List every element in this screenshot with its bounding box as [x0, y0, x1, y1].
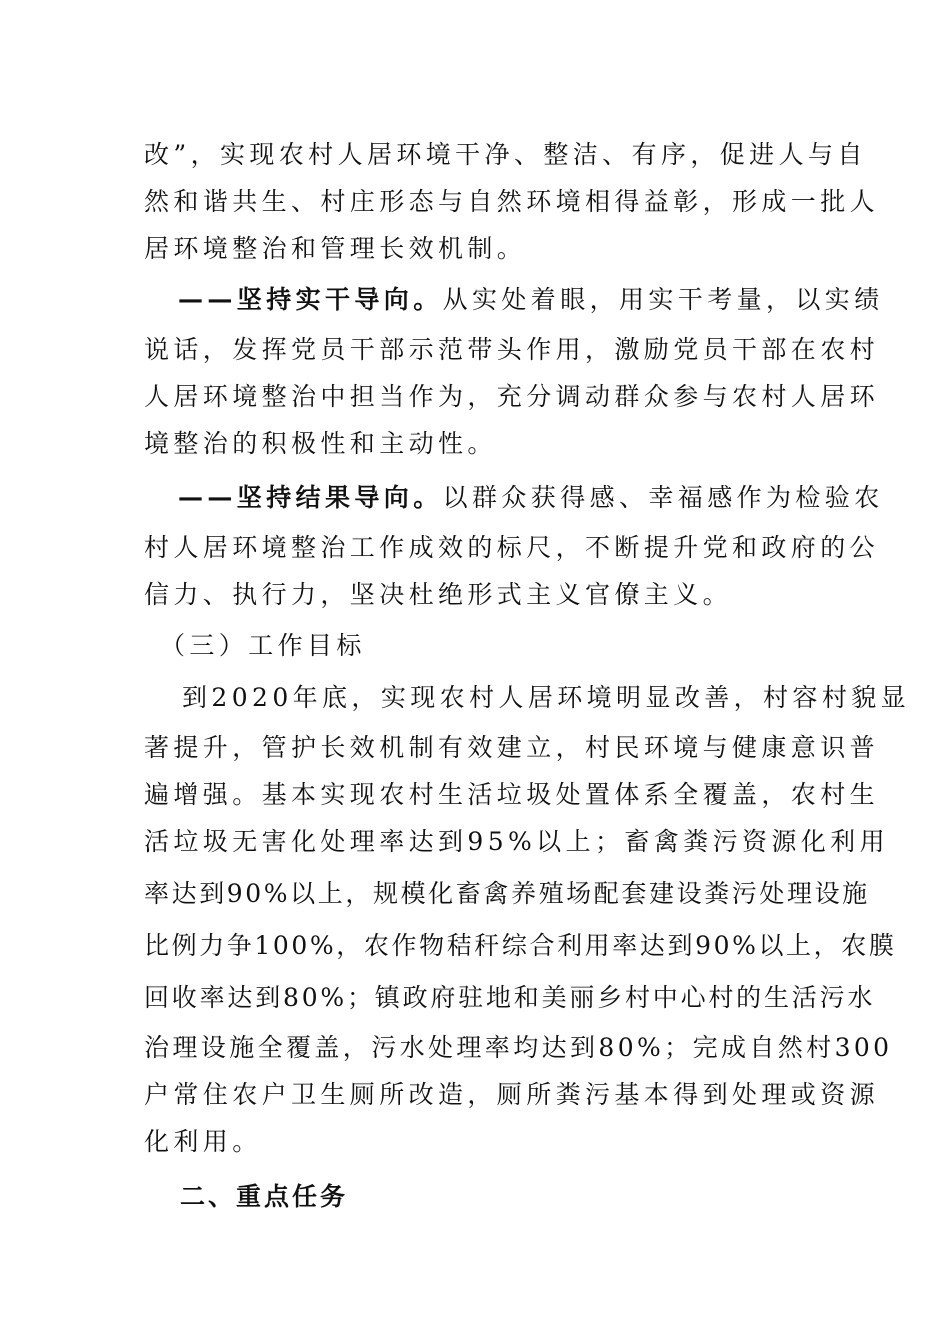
- principle-2-line: [178, 483, 884, 512]
- principle-1-heading: ——坚持实干导向。: [178, 285, 443, 314]
- subsection-heading: （三）工作目标: [160, 631, 366, 660]
- paragraph-line: 遍增强。基本实现农村生活垃圾处置体系全覆盖，农村生: [144, 780, 880, 809]
- paragraph-line: 境整治的积极性和主动性。: [144, 429, 497, 458]
- paragraph-line: 然和谐共生、村庄形态与自然环境相得益彰，形成一批人: [144, 187, 880, 216]
- paragraph-line: 村人居环境整治工作成效的标尺，不断提升党和政府的公: [144, 533, 880, 562]
- paragraph-line: 户常住农户卫生厕所改造，厕所粪污基本得到处理或资源: [144, 1080, 880, 1109]
- paragraph-line: 率达到90%以上，规模化畜禽养殖场配套建设粪污处理设施: [144, 879, 870, 908]
- paragraph-line: 化利用。: [144, 1127, 262, 1156]
- paragraph-line: 治理设施全覆盖，污水处理率均达到80%；完成自然村300: [144, 1033, 893, 1062]
- paragraph-line: 改”，实现农村人居环境干净、整洁、有序，促进人与自: [144, 140, 867, 169]
- paragraph-line: 到2020年底，实现农村人居环境明显改善，村容村貌显: [182, 683, 911, 712]
- principle-2-heading: ——坚持结果导向。: [178, 483, 443, 512]
- principle-2-text: 以群众获得感、幸福感作为检验农: [442, 483, 884, 512]
- paragraph-line: 说话，发挥党员干部示范带头作用，激励党员干部在农村: [144, 335, 880, 364]
- paragraph-line: 回收率达到80%；镇政府驻地和美丽乡村中心村的生活污水: [144, 983, 876, 1012]
- section-heading: 二、重点任务: [180, 1182, 349, 1211]
- paragraph-line: 著提升，管护长效机制有效建立，村民环境与健康意识普: [144, 733, 880, 762]
- principle-1-text: 从实处着眼，用实干考量，以实绩: [442, 285, 884, 314]
- paragraph-line: 信力、执行力，坚决杜绝形式主义官僚主义。: [144, 580, 733, 609]
- paragraph-line: 居环境整治和管理长效机制。: [144, 234, 527, 263]
- paragraph-line: 人居环境整治中担当作为，充分调动群众参与农村人居环: [144, 382, 880, 411]
- paragraph-line: 比例力争100%，农作物秸秆综合利用率达到90%以上，农膜: [144, 931, 897, 960]
- paragraph-line: 活垃圾无害化处理率达到95%以上；畜禽粪污资源化利用: [144, 827, 889, 856]
- principle-1-line: [178, 285, 884, 314]
